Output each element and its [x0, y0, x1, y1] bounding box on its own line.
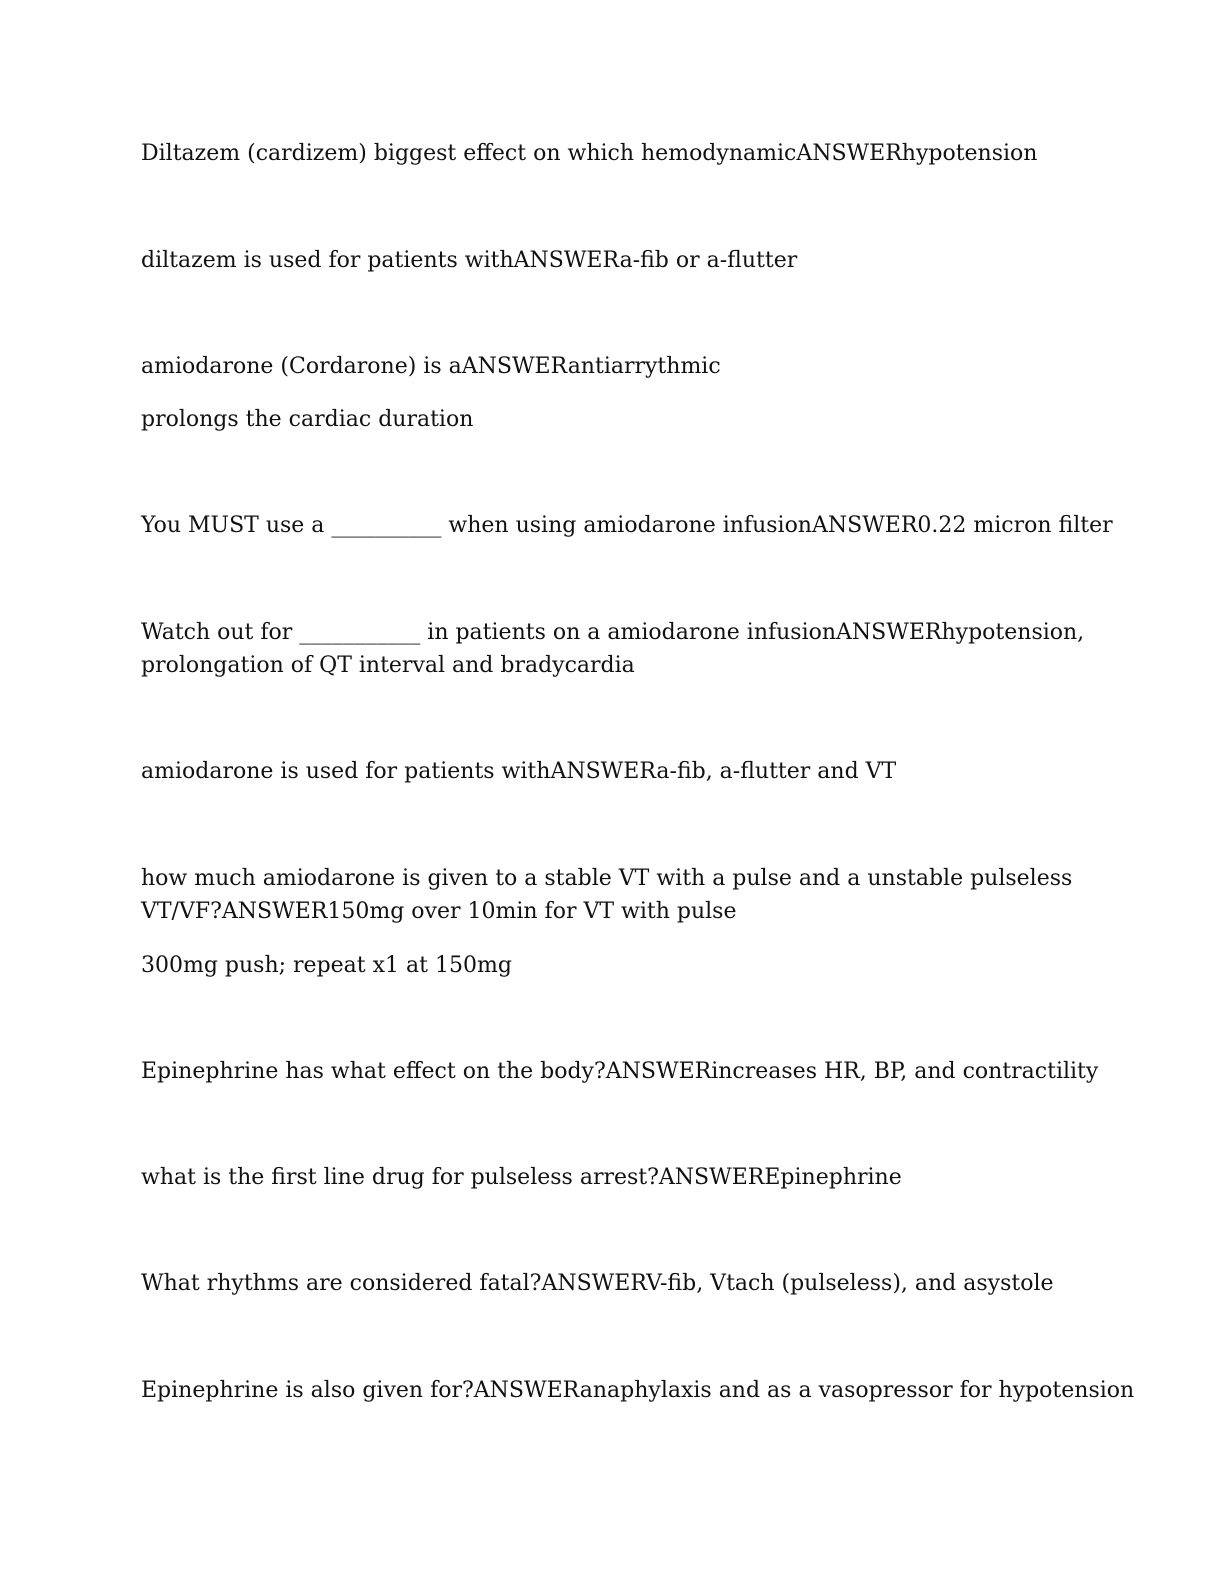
- qa-amiodarone-dose-detail: 300mg push; repeat x1 at 150mg: [141, 953, 512, 978]
- qa-amiodarone-dose: how much amiodarone is given to a stable VT with a pulse and a unstable pulseless: [141, 866, 1073, 891]
- qa-fatal-rhythms: What rhythms are considered fatal?ANSWERV-fib, Vtach (pulseless), and asystole: [141, 1271, 1054, 1296]
- qa-epinephrine-effect: Epinephrine has what effect on the body?ANSWERincreases HR, BP, and contractility: [141, 1059, 1099, 1084]
- qa-amiodarone-class: amiodarone (Cordarone) is aANSWERantiarrythmic: [141, 354, 721, 379]
- qa-amiodarone-use: amiodarone is used for patients withANSWERa-fib, a-flutter and VT: [141, 759, 897, 784]
- qa-amiodarone-dose-cont: VT/VF?ANSWER150mg over 10min for VT with pulse: [141, 899, 737, 924]
- qa-amiodarone-watch-cont: prolongation of QT interval and bradycardia: [141, 653, 635, 678]
- qa-epinephrine-uses: Epinephrine is also given for?ANSWERanaphylaxis and as a vasopressor for hypotension: [141, 1378, 1135, 1403]
- qa-first-line-drug: what is the first line drug for pulseless arrest?ANSWEREpinephrine: [141, 1165, 902, 1190]
- qa-amiodarone-filter: You MUST use a __________ when using amiodarone infusionANSWER0.22 micron filter: [141, 513, 1113, 538]
- qa-amiodarone-class-detail: prolongs the cardiac duration: [141, 407, 474, 432]
- qa-amiodarone-watch: Watch out for ___________ in patients on a amiodarone infusionANSWERhypotension,: [141, 620, 1085, 645]
- qa-diltiazem-effect: Diltazem (cardizem) biggest effect on which hemodynamicANSWERhypotension: [141, 141, 1038, 166]
- qa-diltiazem-use: diltazem is used for patients withANSWERa-fib or a-flutter: [141, 248, 798, 273]
